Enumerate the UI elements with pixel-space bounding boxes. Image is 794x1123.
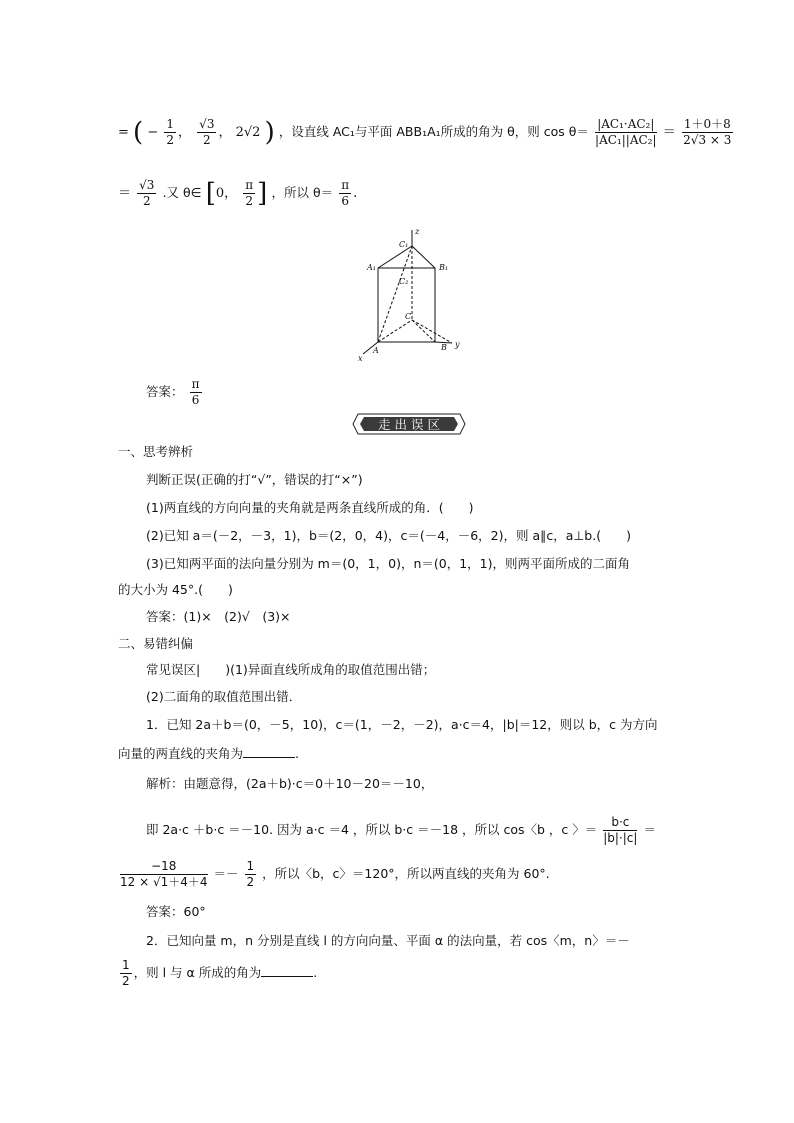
common-mistake-1: 常见误区| )(1)异面直线所成角的取值范围出错； — [146, 662, 436, 677]
problem2-line2 — [118, 958, 317, 989]
label-b: B — [441, 343, 447, 352]
equals-sign-3: ＝ — [118, 186, 132, 201]
section1-intro: 判断正误(正确的打“√”，错误的打“×”) — [146, 472, 363, 487]
left-bracket: [ — [205, 178, 216, 209]
solution-line1: 解析：由题意得，(2a＋b)·c＝0＋10－20＝－10， — [146, 776, 434, 791]
problem1-period: . — [295, 746, 299, 761]
right-paren: ) — [264, 117, 275, 148]
fraction-1-2-b: $\frac{1}{2}$ — [246, 859, 255, 889]
label-a: A — [373, 346, 379, 355]
cos-theta-fraction: $\frac{\text{|AC₁·AC₂|}}{\text{|AC₁||AC₂|}}$ — [595, 117, 657, 147]
value-2sqrt2: 2√2 — [235, 125, 261, 140]
problem2-line1: 2．已知向量 m，n 分别是直线 l 的方向向量、平面 α 的法向量，若 cos〈m，n〉＝－ — [146, 933, 630, 948]
section1-title: 一、思考辨析 — [118, 444, 194, 459]
formula-text-2: .又 θ∈ — [162, 185, 202, 200]
equals-sign: = — [118, 125, 129, 140]
common-mistake-2: (2)二面角的取值范围出错． — [146, 689, 302, 704]
label-a1: A₁ — [367, 263, 376, 272]
problem1-answer: 答案：60° — [146, 904, 206, 919]
edge-a1c1 — [378, 246, 412, 268]
numeric-fraction-18: $\frac{-18}{12 \times √1+4+4}$ — [120, 859, 208, 889]
prism-figure — [355, 222, 475, 364]
fraction-pi-2: $\frac{\pi}{2}$ — [245, 178, 254, 208]
fraction-sqrt3-2: $\frac{√3}{2}$ — [199, 117, 215, 147]
fraction-1-2: $\frac{1}{2}$ — [166, 117, 175, 147]
label-c1: C₁ — [399, 240, 409, 249]
section1-answer: 答案：(1)× (2)√ (3)× — [146, 609, 291, 624]
solution-line3 — [118, 859, 550, 890]
section1-q1: (1)两直线的方向向量的夹角就是两条直线所成的角．( ) — [146, 500, 474, 515]
cos-fraction: $\frac{b\cdot c}{|b|\cdot|c|}$ — [603, 815, 638, 845]
banner-text: 走 出 误 区 — [378, 417, 440, 432]
fraction-pi-6: $\frac{\pi}{6}$ — [341, 178, 350, 208]
left-paren: ( — [133, 117, 144, 148]
section1-q3a: (3)已知两平面的法向量分别为 m＝(0，1，0)，n＝(0，1，1)，则两平面所成的二面角 — [146, 556, 631, 571]
minus-sign: − — [147, 125, 159, 140]
answer-label: 答案： — [146, 384, 184, 399]
numeric-fraction: $\frac{1+0+8}{2√3 \times 3}$ — [683, 117, 732, 147]
edge-ac-hidden — [378, 320, 412, 342]
label-y: y — [455, 340, 460, 349]
fraction-1-2-c: $\frac{1}{2}$ — [122, 958, 130, 988]
problem1-line1: 1．已知 2a＋b＝(0，－5，10)，c＝(1，－2，－2)，a·c＝4，|b|＝12，则以 b，c 为方向 — [146, 717, 658, 732]
fraction-sqrt3-2-b: $\frac{√3}{2}$ — [139, 178, 155, 208]
section2-title: 二、易错纠偏 — [118, 636, 194, 651]
problem1-text: 向量的两直线的夹角为 — [118, 746, 244, 761]
segment-ac1-hidden — [378, 246, 412, 342]
equals-sign-2: ＝ — [662, 125, 676, 140]
solution-line2 — [146, 815, 656, 846]
solution-line2-text: 即 2a·c ＋b·c ＝－10. 因为 a·c ＝4 ，所以 b·c ＝－18 ，所以 cos〈b ，c 〉＝ — [146, 822, 598, 837]
interval-start: 0， — [215, 186, 238, 201]
problem2-text: ，则 l 与 α 所成的角为 — [133, 965, 262, 980]
label-c: C — [405, 312, 412, 321]
right-bracket: ] — [257, 178, 268, 209]
answer-pi-6 — [146, 377, 204, 408]
answer-blank-1 — [243, 745, 295, 758]
label-b1: B₁ — [439, 263, 449, 272]
solution-line3-text: ，所以〈b，c〉＝120°，所以两直线的夹角为 60°. — [262, 866, 550, 881]
period: . — [353, 186, 358, 201]
answer-fraction: $\frac{\pi}{6}$ — [191, 377, 200, 407]
section-banner — [352, 413, 466, 435]
label-x: x — [358, 354, 363, 363]
solution-line2-end: ＝ — [643, 822, 656, 837]
problem1-line2 — [118, 745, 299, 763]
formula-text-3: ，所以 θ＝ — [271, 185, 334, 200]
equals-minus: ＝－ — [213, 866, 239, 881]
edge-c1b1 — [412, 246, 435, 268]
formula-line-1: = ( − $\frac{1}{2}$ ， $\frac{√3}{2}$ ， 2√2 ) ，设直线 AC₁与平面 ABB₁A₁所成的角为 θ，则 cos θ＝ $\frac{\text{|AC₁·AC₂|}}{\text{|AC₁||AC₂|}}$ ＝ $\frac{1+0+8}{2√3 \times 3}$ — [118, 117, 732, 148]
problem2-period: . — [313, 965, 318, 980]
section1-q3b: 的大小为 45°.( ) — [118, 582, 233, 597]
answer-blank-2 — [261, 964, 313, 977]
formula-line-2 — [118, 178, 357, 209]
formula-text-1: ，设直线 AC₁与平面 ABB₁A₁所成的角为 θ，则 cos θ＝ — [278, 124, 589, 139]
label-c2: C₂ — [399, 277, 409, 286]
section1-q2: (2)已知 a＝(－2，－3，1)，b＝(2，0，4)，c＝(－4，－6，2)，则 a∥c，a⊥b.( ) — [146, 528, 631, 543]
label-z: z — [415, 227, 420, 236]
